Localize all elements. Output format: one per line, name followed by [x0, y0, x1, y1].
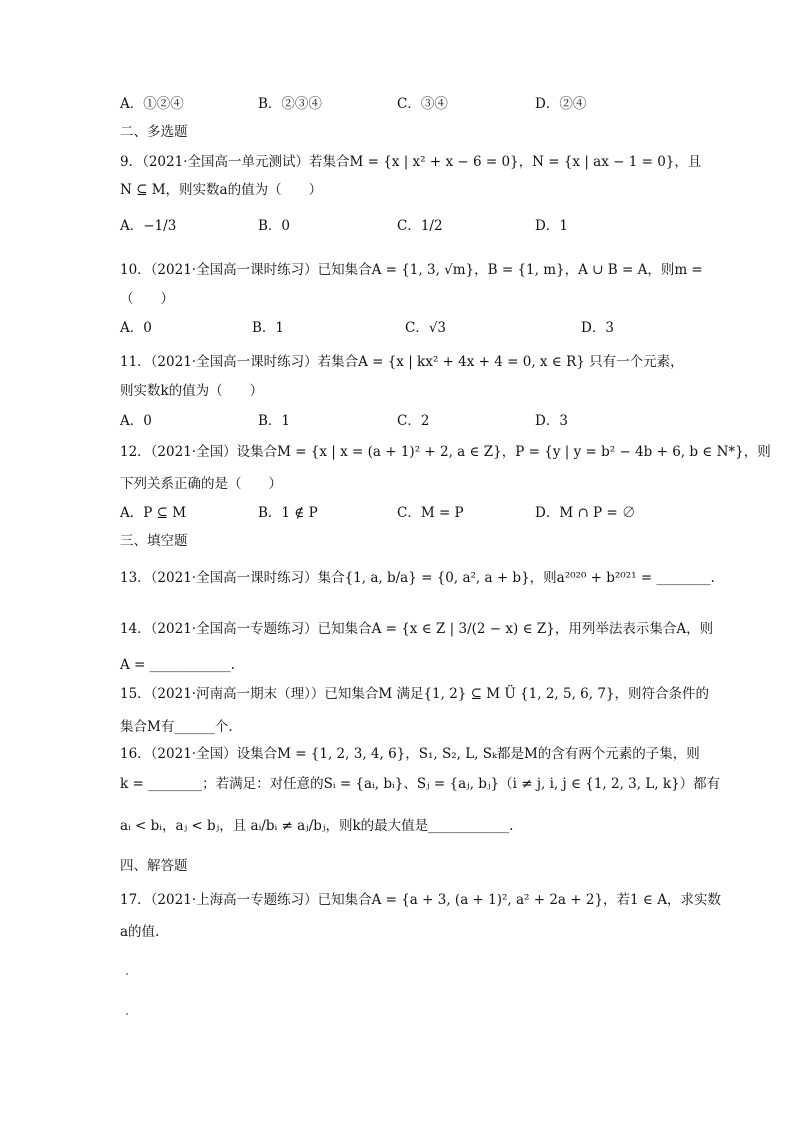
q11-stem-line1: 11．（2021·全国高一课时练习）若集合A = {x | kx² + 4x + 4 = 0, x ∈ R} 只有一个元素，: [120, 354, 684, 370]
q9-stem-line1: 9．（2021·全国高一单元测试）若集合M = {x | x² + x − 6 = 0}，N = {x | ax − 1 = 0}，且: [120, 154, 702, 170]
q8-option-b: B．②③④: [258, 96, 322, 112]
stray-dot: [126, 973, 128, 975]
q15-stem-line1: 15．（2021·河南高一期末（理））已知集合M 满足{1, 2} ⊆ M Ü {1, 2, 5, 6, 7}，则符合条件的: [120, 686, 710, 702]
q12-stem-line1: 12．（2021·全国）设集合M = {x | x = (a + 1)² + 2, a ∈ Z}，P = {y | y = b² − 4b + 6, b ∈ N*}，则: [120, 444, 771, 460]
q11-option-d: D．3: [535, 413, 568, 429]
q11-stem-line2: 则实数k的值为（ ）: [120, 383, 264, 399]
q10-option-d: D．3: [581, 320, 614, 336]
q8-option-d: D．②④: [535, 96, 587, 112]
q11-option-b: B．1: [258, 413, 291, 429]
q10-stem-line2: （ ）: [120, 291, 174, 307]
q14-stem-line1: 14．（2021·全国高一专题练习）已知集合A = {x ∈ Z | 3/(2 − x) ∈ Z}，用列举法表示集合A，则: [120, 621, 714, 637]
q16-stem-line2: k = ________；若满足：对任意的Sᵢ = {aᵢ, bᵢ}、Sⱼ = {aⱼ, bⱼ}（i ≠ j, i, j ∈ {1, 2, 3, L, k}）都有: [120, 776, 721, 792]
q11-option-c: C．2: [397, 413, 430, 429]
q9-stem-line2: N ⊆ M，则实数a的值为（ ）: [120, 182, 323, 198]
q11-option-a: A．0: [120, 413, 152, 429]
q9-option-c: C．1/2: [397, 218, 443, 234]
q15-stem-line2: 集合M有______个.: [120, 719, 233, 735]
q8-option-c: C．③④: [397, 96, 448, 112]
q12-stem-line2: 下列关系正确的是（ ）: [120, 476, 282, 492]
q12-option-d: D．M ∩ P = ∅: [535, 505, 636, 521]
q10-option-c: C．√3: [405, 320, 447, 336]
q9-option-d: D．1: [535, 218, 568, 234]
q17-stem-line2: a的值.: [120, 924, 160, 940]
q12-option-a: A．P ⊆ M: [120, 505, 187, 521]
q14-stem-line2: A = ____________.: [120, 657, 235, 673]
section-fill-in-heading: 三、填空题: [120, 533, 188, 549]
q9-option-b: B．0: [258, 218, 291, 234]
section-multiple-choice-heading: 二、多选题: [120, 124, 188, 140]
q10-option-b: B．1: [252, 320, 285, 336]
q10-option-a: A．0: [120, 320, 152, 336]
q9-option-a: A．−1/3: [120, 218, 177, 234]
q16-stem-line3: aᵢ < bᵢ，aⱼ < bⱼ，且 aᵢ/bᵢ ≠ aⱼ/bⱼ，则k的最大值是____________.: [120, 818, 514, 834]
stray-dot: [126, 1013, 128, 1015]
q13-stem: 13．（2021·全国高一课时练习）集合{1, a, b/a} = {0, a², a + b}，则a²⁰²⁰ + b²⁰²¹ = ________.: [120, 570, 715, 586]
q12-option-c: C．M = P: [397, 505, 464, 521]
q16-stem-line1: 16．（2021·全国）设集合M = {1, 2, 3, 4, 6}，S₁, S₂, L, Sₖ都是M的含有两个元素的子集，则: [120, 746, 700, 762]
q12-option-b: B．1 ∉ P: [258, 505, 318, 521]
q8-option-a: A．①②④: [120, 96, 184, 112]
q10-stem-line1: 10．（2021·全国高一课时练习）已知集合A = {1, 3, √m}，B = {1, m}，A ∪ B = A，则m =: [120, 262, 703, 278]
q17-stem-line1: 17．（2021·上海高一专题练习）已知集合A = {a + 3, (a + 1)², a² + 2a + 2}，若1 ∈ A，求实数: [120, 892, 721, 908]
section-solution-heading: 四、解答题: [120, 858, 188, 874]
